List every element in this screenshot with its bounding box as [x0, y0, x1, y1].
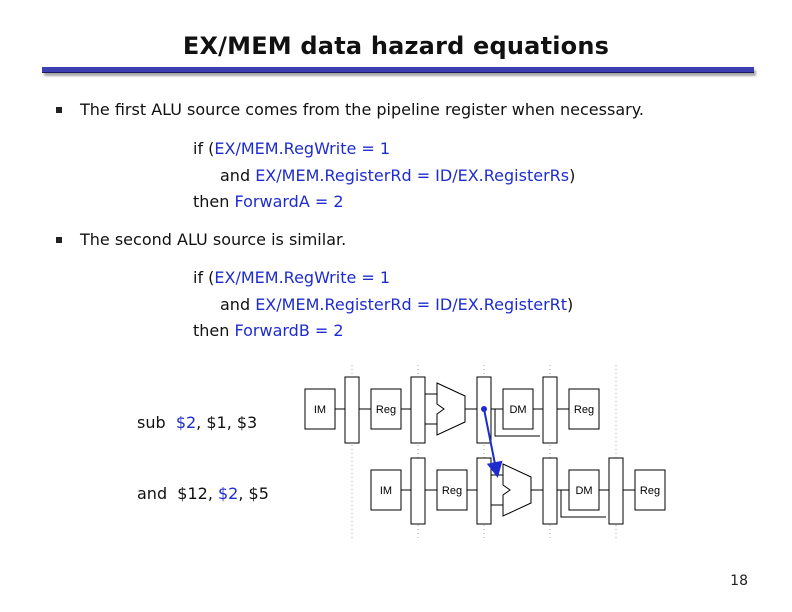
opcode: and [137, 484, 168, 503]
alu-shape [503, 464, 531, 516]
code-keyword: if ( [193, 139, 215, 158]
page-number: 18 [730, 573, 748, 589]
register-rd: $2 [175, 413, 197, 432]
code-keyword: if ( [193, 268, 215, 287]
code-keyword: and [220, 295, 256, 314]
reg-label: Reg [441, 485, 463, 497]
bullet-2-text: The second ALU source is similar. [80, 230, 347, 249]
code-keyword: and [220, 166, 256, 185]
pipeline-register [543, 458, 557, 524]
register-rt: $5 [248, 484, 269, 503]
reg-label: Reg [639, 485, 661, 497]
code-paren: ) [567, 295, 574, 314]
im-label: IM [313, 404, 327, 416]
pipeline-register [411, 377, 425, 443]
reg-label: Reg [573, 404, 595, 416]
pipeline-register [411, 458, 425, 524]
separator: , [238, 484, 249, 503]
alu-shape [437, 383, 465, 435]
code-condition: EX/MEM.RegWrite = 1 [214, 268, 391, 287]
register-rs: $1 [206, 413, 227, 432]
register-rd: $12 [177, 484, 208, 503]
pipeline-register [477, 458, 491, 524]
pipeline-register [345, 377, 359, 443]
opcode: sub [137, 413, 166, 432]
code-keyword: then [193, 192, 235, 211]
code-condition: EX/MEM.RegisterRd = ID/EX.RegisterRt [255, 295, 568, 314]
slide-title: EX/MEM data hazard equations [182, 32, 610, 60]
code-assignment: ForwardB = 2 [234, 321, 344, 340]
code-paren: ) [569, 166, 576, 185]
pipeline-register [543, 377, 557, 443]
pipeline-register [609, 458, 623, 524]
code-assignment: ForwardA = 2 [234, 192, 344, 211]
pipeline-row-sub [305, 377, 599, 443]
pipeline-row-and [371, 458, 665, 524]
bullet-1-text: The first ALU source comes from the pipeline register when necessary. [80, 100, 644, 119]
code-keyword: then [193, 321, 235, 340]
reg-label: Reg [375, 404, 397, 416]
separator: , [226, 413, 237, 432]
code-condition: EX/MEM.RegisterRd = ID/EX.RegisterRs [255, 166, 570, 185]
dm-label: DM [575, 485, 593, 497]
register-rs: $2 [218, 484, 239, 503]
im-label: IM [379, 485, 393, 497]
separator: , [207, 484, 218, 503]
code-condition: EX/MEM.RegWrite = 1 [214, 139, 391, 158]
register-rt: $3 [236, 413, 258, 432]
separator: , [196, 413, 207, 432]
dm-label: DM [509, 404, 527, 416]
